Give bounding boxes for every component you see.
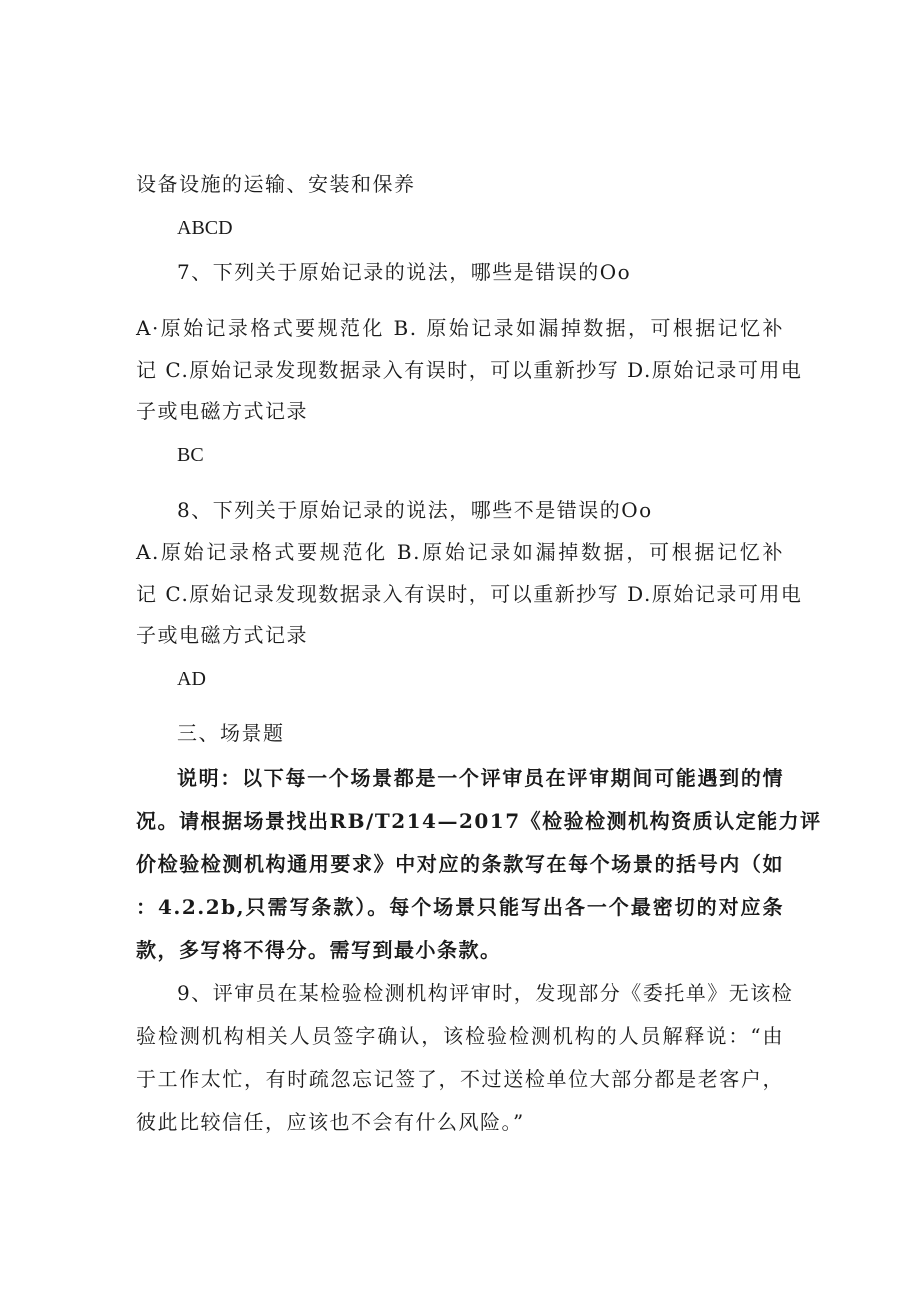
instructions-line-5: 款，多写将不得分。需写到最小条款。 xyxy=(136,938,502,962)
question-7-options-line-1: A·原始记录格式要规范化 B. 原始记录如漏掉数据，可根据记忆补 xyxy=(136,316,784,340)
section-heading-scenarios: 三、场景题 xyxy=(177,721,285,745)
question-9-line-2: 验检测机构相关人员签字确认，该检验检测机构的人员解释说：“由 xyxy=(136,1024,784,1048)
question-8: 8、下列关于原始记录的说法，哪些不是错误的Oo xyxy=(177,498,653,522)
text-line-equipment: 设备设施的运输、安装和保养 xyxy=(136,172,416,196)
question-8-options-line-3: 子或电磁方式记录 xyxy=(136,623,308,647)
answer-7: BC xyxy=(177,444,204,466)
question-7-options-line-2: 记 C.原始记录发现数据录入有误时，可以重新抄写 D.原始记录可用电 xyxy=(136,358,803,382)
answer-8: AD xyxy=(177,668,206,690)
instructions-line-4: ：4.2.2b,只需写条款）。每个场景只能写出各一个最密切的对应条 xyxy=(136,895,784,919)
instructions-line-3: 价检验检测机构通用要求》中对应的条款写在每个场景的括号内（如 xyxy=(136,852,784,876)
question-7: 7、下列关于原始记录的说法，哪些是错误的Oo xyxy=(177,260,632,284)
question-8-options-line-2: 记 C.原始记录发现数据录入有误时，可以重新抄写 D.原始记录可用电 xyxy=(136,582,803,606)
question-9-line-4: 彼此比较信任，应该也不会有什么风险。” xyxy=(136,1110,525,1134)
question-7-options-line-3: 子或电磁方式记录 xyxy=(136,399,308,423)
instructions-line-1: 说明：以下每一个场景都是一个评审员在评审期间可能遇到的情 xyxy=(177,766,784,790)
instructions-line-2: 况。请根据场景找出RB/T214—2017《检验检测机构资质认定能力评 xyxy=(136,809,822,833)
question-8-options-line-1: A.原始记录格式要规范化 B.原始记录如漏掉数据，可根据记忆补 xyxy=(136,540,784,564)
question-9-line-1: 9、评审员在某检验检测机构评审时，发现部分《委托单》无该检 xyxy=(177,981,794,1005)
answer-6: ABCD xyxy=(177,217,233,239)
question-9-line-3: 于工作太忙，有时疏忽忘记签了，不过送检单位大部分都是老客户， xyxy=(136,1067,784,1091)
